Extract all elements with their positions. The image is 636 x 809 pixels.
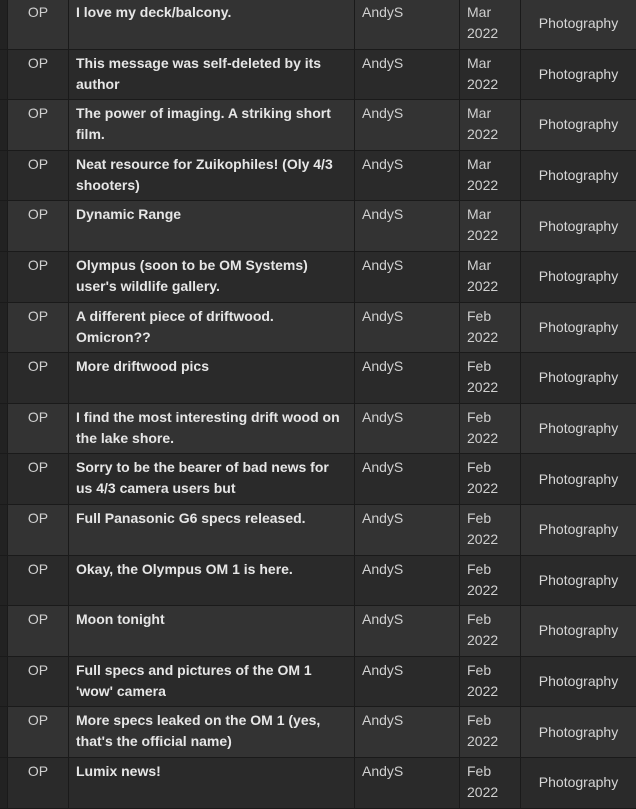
table-row[interactable] — [0, 556, 636, 607]
author-link[interactable]: AndyS — [355, 758, 460, 808]
author-link[interactable]: AndyS — [355, 707, 460, 757]
op-badge: OP — [8, 454, 69, 504]
row-edge — [0, 657, 8, 707]
date-year: 2022 — [467, 25, 499, 41]
thread-title-link[interactable]: Lumix news! — [69, 758, 355, 808]
date-year: 2022 — [467, 733, 499, 750]
date-year: 2022 — [467, 379, 499, 396]
row-edge — [0, 556, 8, 606]
table-row[interactable] — [0, 151, 636, 202]
row-edge — [0, 100, 8, 150]
op-badge: OP — [8, 252, 69, 302]
date-year: 2022 — [467, 632, 499, 649]
author-link[interactable]: AndyS — [355, 353, 460, 403]
date-month: Feb — [467, 712, 492, 729]
thread-title-link[interactable]: Full Panasonic G6 specs released. — [69, 505, 355, 555]
table-row[interactable] — [0, 201, 636, 252]
row-edge — [0, 0, 8, 49]
thread-title-link[interactable]: A different piece of driftwood. Omicron?? — [69, 303, 355, 353]
op-badge: OP — [8, 201, 69, 251]
author-link[interactable]: AndyS — [355, 303, 460, 353]
date-year: 2022 — [467, 429, 499, 446]
date-year: 2022 — [467, 581, 499, 598]
op-badge: OP — [8, 0, 69, 49]
thread-title-link[interactable]: I find the most interesting drift wood on the lake shore. — [69, 404, 355, 454]
thread-title-link[interactable]: More specs leaked on the OM 1 (yes, that's the official name) — [69, 707, 355, 757]
forum-link[interactable]: Photography — [538, 420, 619, 437]
op-badge: OP — [8, 505, 69, 555]
date-year: 2022 — [467, 682, 499, 699]
post-date — [460, 404, 521, 454]
forum-link[interactable]: Photography — [538, 167, 619, 184]
author-link[interactable]: AndyS — [355, 100, 460, 150]
author-link[interactable]: AndyS — [355, 252, 460, 302]
row-edge — [0, 505, 8, 555]
row-edge — [0, 50, 8, 100]
forum-link[interactable]: Photography — [538, 673, 619, 690]
forum-link[interactable]: Photography — [538, 65, 619, 82]
forum-link[interactable]: Photography — [538, 15, 619, 32]
thread-title-link[interactable]: Dynamic Range — [69, 201, 355, 251]
date-month: Mar — [467, 155, 492, 172]
date-month: Mar — [467, 256, 492, 273]
thread-title-link[interactable]: More driftwood pics — [69, 353, 355, 403]
op-badge: OP — [8, 100, 69, 150]
post-date — [460, 303, 521, 353]
author-link[interactable]: AndyS — [355, 606, 460, 656]
op-badge: OP — [8, 707, 69, 757]
thread-title-link[interactable]: Moon tonight — [69, 606, 355, 656]
date-year: 2022 — [467, 126, 499, 143]
row-edge — [0, 353, 8, 403]
date-month: Feb — [467, 611, 492, 628]
row-edge — [0, 707, 8, 757]
date-year: 2022 — [467, 530, 499, 547]
table-row[interactable] — [0, 0, 636, 50]
post-date — [460, 252, 521, 302]
thread-title-link[interactable]: Okay, the Olympus OM 1 is here. — [69, 556, 355, 606]
date-month: Mar — [467, 206, 492, 223]
forum-link[interactable]: Photography — [538, 116, 619, 133]
post-date — [460, 556, 521, 606]
post-date — [460, 50, 521, 100]
author-link[interactable]: AndyS — [355, 657, 460, 707]
row-edge — [0, 404, 8, 454]
post-date — [460, 353, 521, 403]
author-link[interactable]: AndyS — [355, 454, 460, 504]
op-badge: OP — [8, 151, 69, 201]
date-year: 2022 — [467, 480, 499, 497]
date-year: 2022 — [467, 328, 499, 345]
author-link[interactable]: AndyS — [355, 50, 460, 100]
row-edge — [0, 252, 8, 302]
thread-title-link[interactable]: The power of imaging. A striking short film. — [69, 100, 355, 150]
author-link[interactable]: AndyS — [355, 404, 460, 454]
op-badge: OP — [8, 353, 69, 403]
post-date — [460, 505, 521, 555]
author-link[interactable]: AndyS — [355, 201, 460, 251]
row-edge — [0, 303, 8, 353]
post-date — [460, 100, 521, 150]
thread-title-link[interactable]: Full specs and pictures of the OM 1 'wow' camera — [69, 657, 355, 707]
date-year: 2022 — [467, 176, 499, 193]
date-month: Feb — [467, 358, 492, 375]
date-month: Feb — [467, 509, 492, 526]
forum-link[interactable]: Photography — [538, 571, 619, 588]
date-month: Feb — [467, 661, 492, 678]
post-date — [460, 151, 521, 201]
author-link[interactable]: AndyS — [355, 505, 460, 555]
op-badge: OP — [8, 303, 69, 353]
date-month: Feb — [467, 307, 492, 324]
thread-title-link[interactable]: Sorry to be the bearer of bad news for us 4/3 camera users but — [69, 454, 355, 504]
forum-link[interactable]: Photography — [538, 217, 619, 234]
author-link[interactable]: AndyS — [355, 151, 460, 201]
author-link[interactable]: AndyS — [355, 556, 460, 606]
forum-link[interactable]: Photography — [538, 622, 619, 639]
thread-title-link[interactable]: I love my deck/balcony. — [69, 0, 355, 49]
post-date — [460, 0, 521, 49]
post-date — [460, 454, 521, 504]
table-row[interactable] — [0, 353, 636, 404]
table-row[interactable] — [0, 657, 636, 708]
post-date — [460, 707, 521, 757]
date-month: Feb — [467, 408, 492, 425]
forum-link[interactable]: Photography — [538, 318, 619, 335]
table-row[interactable] — [0, 303, 636, 354]
table-row[interactable] — [0, 50, 636, 101]
thread-title-link[interactable]: Olympus (soon to be OM Systems) user's wildlife gallery. — [69, 252, 355, 302]
forum-link[interactable]: Photography — [538, 521, 619, 538]
author-link[interactable]: AndyS — [355, 0, 460, 49]
row-edge — [0, 606, 8, 656]
table-row[interactable] — [0, 758, 636, 809]
op-badge: OP — [8, 606, 69, 656]
post-date — [460, 606, 521, 656]
forum-link[interactable]: Photography — [538, 268, 619, 285]
table-row[interactable] — [0, 707, 636, 758]
op-badge: OP — [8, 657, 69, 707]
date-month: Feb — [467, 762, 492, 779]
table-row[interactable] — [0, 252, 636, 303]
forum-link[interactable]: Photography — [538, 774, 619, 791]
forum-link[interactable]: Photography — [538, 369, 619, 386]
table-row[interactable] — [0, 454, 636, 505]
date-year: 2022 — [467, 783, 499, 800]
row-edge — [0, 151, 8, 201]
forum-link[interactable]: Photography — [538, 470, 619, 487]
table-row[interactable] — [0, 404, 636, 455]
thread-title-link[interactable]: Neat resource for Zuikophiles! (Oly 4/3 shooters) — [69, 151, 355, 201]
date-month: Feb — [467, 560, 492, 577]
op-badge: OP — [8, 758, 69, 808]
date-year: 2022 — [467, 227, 499, 244]
table-row[interactable] — [0, 606, 636, 657]
post-date — [460, 201, 521, 251]
thread-title-link[interactable]: This message was self-deleted by its author — [69, 50, 355, 100]
op-badge: OP — [8, 50, 69, 100]
op-badge: OP — [8, 404, 69, 454]
table-row[interactable] — [0, 100, 636, 151]
date-year: 2022 — [467, 277, 499, 294]
row-edge — [0, 201, 8, 251]
row-edge — [0, 758, 8, 808]
table-row[interactable] — [0, 505, 636, 556]
date-month: Mar — [467, 4, 492, 20]
forum-link[interactable]: Photography — [538, 723, 619, 740]
post-date — [460, 657, 521, 707]
post-date — [460, 758, 521, 808]
date-month: Mar — [467, 105, 492, 122]
op-badge: OP — [8, 556, 69, 606]
date-month: Feb — [467, 459, 492, 476]
date-year: 2022 — [467, 75, 499, 92]
date-month: Mar — [467, 54, 492, 71]
row-edge — [0, 454, 8, 504]
